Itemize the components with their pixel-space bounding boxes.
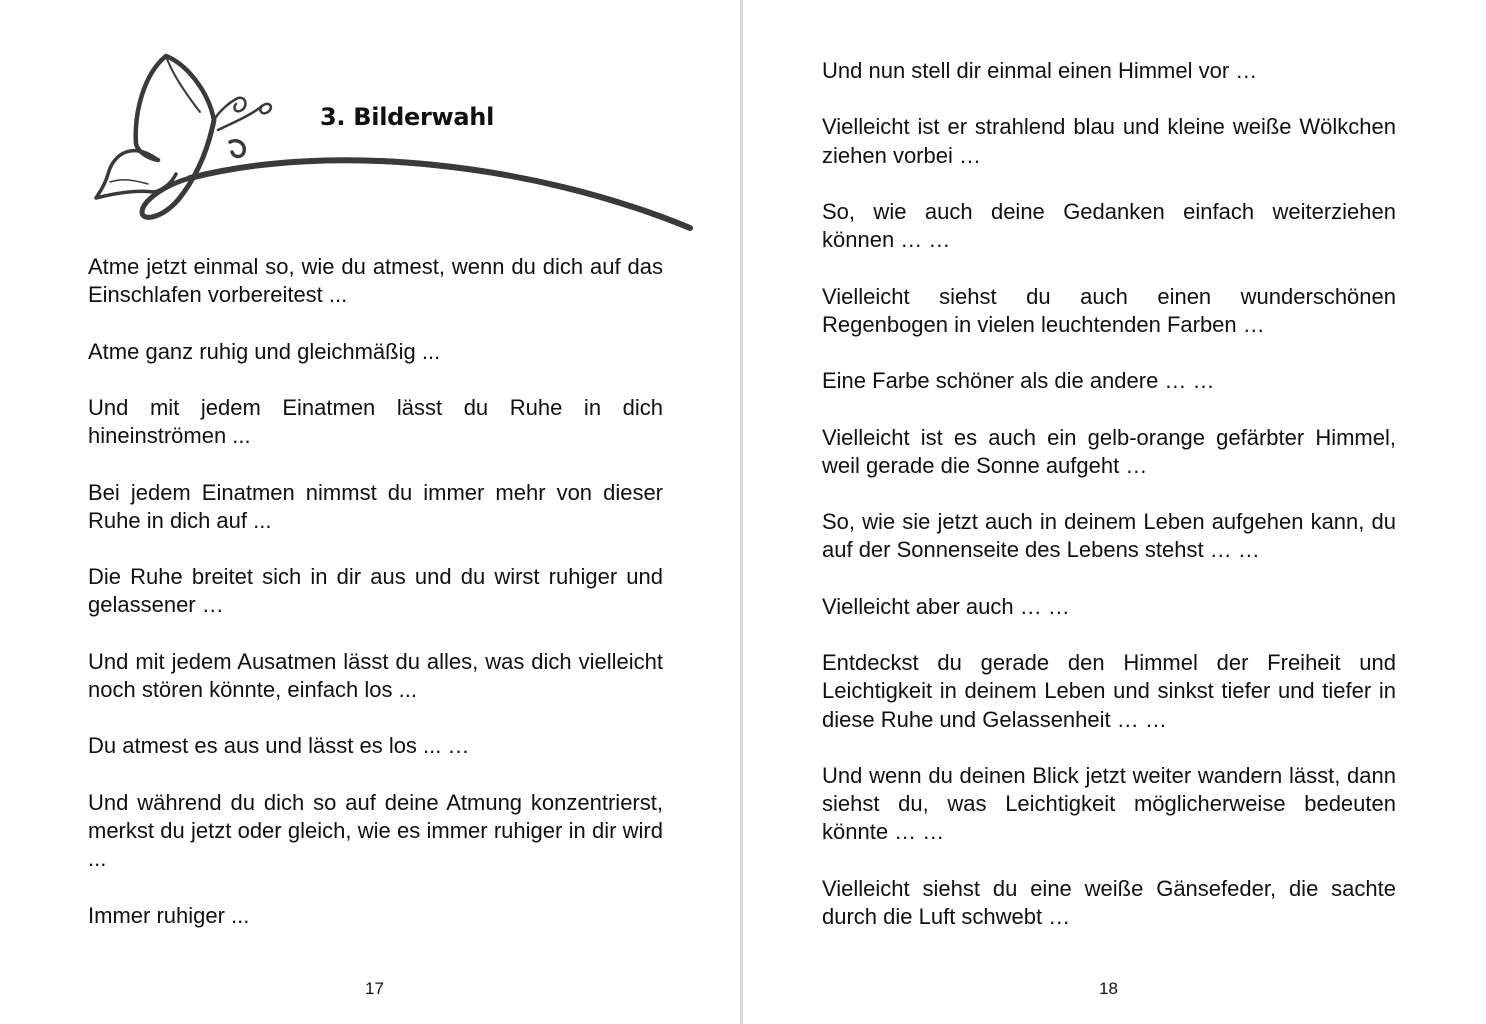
left-body-text (88, 253, 663, 958)
page-number-left: 17 (365, 979, 384, 998)
paragraph: So, wie sie jetzt auch in deinem Leben aufgehen kann, du auf der Sonnenseite des Lebens stehst … … (822, 509, 1396, 563)
paragraph: Und während du dich so auf deine Atmung konzentrierst, merkst du jetzt oder gleich, wie es immer ruhiger in dir wird ... (88, 789, 663, 872)
left-page (0, 0, 740, 1024)
paragraph: Vielleicht aber auch … … (822, 593, 1070, 619)
paragraph: Und mit jedem Einatmen lässt du Ruhe in dich hineinströmen ... (88, 394, 663, 449)
paragraph: Immer ruhiger ... (88, 902, 250, 928)
paragraph: Vielleicht siehst du auch einen wunderschönen Regenbogen in vielen leuchtenden Farben … (822, 283, 1396, 337)
paragraph: Die Ruhe breitet sich in dir aus und du wirst ruhiger und gelassener … (88, 564, 663, 618)
paragraph: Eine Farbe schöner als die andere … … (822, 368, 1215, 394)
paragraph: Und nun stell dir einmal einen Himmel vor … (822, 58, 1258, 83)
chapter-title: 3. Bilderwahl (320, 103, 494, 131)
swoosh-line (190, 160, 690, 228)
paragraph: Vielleicht ist er strahlend blau und kleine weiße Wölkchen ziehen vorbei … (822, 114, 1396, 168)
paragraph: Entdeckst du gerade den Himmel der Freiheit und Leichtigkeit in deinem Leben und sinkst tiefer und tiefer in diese Ruhe und Gelassenheit … … (822, 650, 1396, 732)
paragraph: So, wie auch deine Gedanken einfach weiterziehen können … … (822, 198, 1396, 253)
right-body-text (822, 57, 1396, 959)
right-page (743, 0, 1486, 1024)
page-number-right: 18 (1099, 979, 1118, 998)
butterfly-icon (90, 50, 700, 235)
paragraph: Und mit jedem Ausatmen lässt du alles, was dich vielleicht noch stören könnte, einfach los ... (88, 648, 663, 702)
paragraph: Atme ganz ruhig und gleichmäßig ... (88, 338, 441, 364)
paragraph: Und wenn du deinen Blick jetzt weiter wandern lässt, dann siehst du, was Leichtigkeit möglicherweise bedeuten könnte … … (822, 762, 1396, 845)
paragraph: Du atmest es aus und lässt es los ... … (88, 733, 470, 759)
paragraph: Vielleicht siehst du eine weiße Gänsefeder, die sachte durch die Luft schwebt … (822, 875, 1396, 929)
paragraph: Atme jetzt einmal so, wie du atmest, wenn du dich auf das Einschlafen vorbereitest ... (88, 254, 663, 308)
paragraph: Vielleicht ist es auch ein gelb-orange gefärbter Himmel, weil gerade die Sonne aufgeht … (822, 424, 1396, 478)
paragraph: Bei jedem Einatmen nimmst du immer mehr von dieser Ruhe in dich auf ... (88, 479, 663, 533)
